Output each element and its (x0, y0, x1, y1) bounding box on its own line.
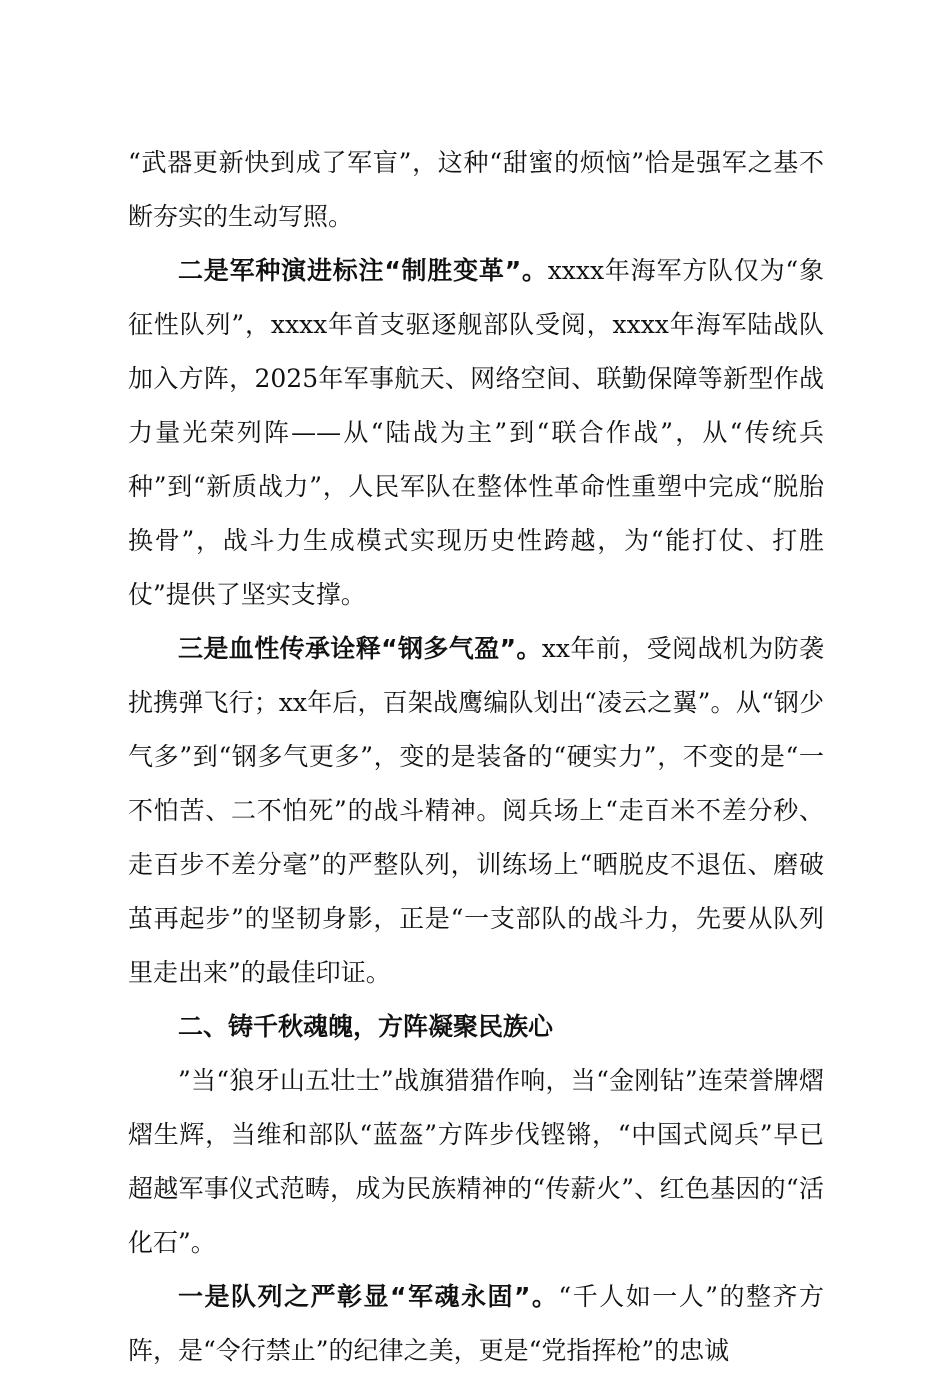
paragraph-body: xxxx年海军方队仅为“象征性队列”，xxxx年首支驱逐舰部队受阅，xxxx年海军陆战队加入方阵，2025年军事航天、网络空间、联勤保障等新型作战力量光荣列阵——从“陆战为主”到“联合作战”，从“传统兵种”到“新质战力”，人民军队在整体性革命性重塑中完成“脱胎换骨”，战斗力生成模式实现历史性跨越，为“能打仗、打胜仗”提供了坚实支撑。 (128, 256, 824, 609)
paragraph-lead: 三是血性传承诠释“钢多气盈”。 (178, 634, 542, 663)
section-heading: 二、铸千秋魂魄，方阵凝聚民族心 (178, 1012, 554, 1041)
paragraph-spirit-heritage (128, 622, 824, 1000)
paragraph-lead: 一是队列之严彰显“军魂永固”。 (178, 1282, 559, 1311)
paragraph-naval-evolution (128, 244, 824, 622)
paragraph-formation-discipline (128, 1270, 824, 1378)
paragraph-national-spirit: ”当“狼牙山五壮士”战旗猎猎作响，当“金刚钻”连荣誉牌熠熠生辉，当维和部队“蓝盔”方阵步伐铿锵，“中国式阅兵”早已超越军事仪式范畴，成为民族精神的“传薪火”、红色基因的“活化石”。 (128, 1066, 824, 1257)
paragraph-lead: 二是军种演进标注“制胜变革”。 (178, 256, 548, 285)
document-body (128, 136, 824, 1378)
paragraph-body: “千人如一人”的整齐方阵，是“令行禁止”的纪律之美，更是“党指挥枪”的忠诚 (128, 1282, 824, 1365)
paragraph-body: xx年前，受阅战机为防袭扰携弹飞行；xx年后，百架战鹰编队划出“凌云之翼”。从“钢少气多”到“钢多气更多”，变的是装备的“硬实力”，不变的是“一不怕苦、二不怕死”的战斗精神。阅兵场上“走百米不差分秒、走百步不差分毫”的严整队列，训练场上“晒脱皮不退伍、磨破茧再起步”的坚韧身影，正是“一支部队的战斗力，先要从队列里走出来”的最佳印证。 (128, 634, 824, 987)
paragraph-continuation: “武器更新快到成了军盲”，这种“甜蜜的烦恼”恰是强军之基不断夯实的生动写照。 (128, 148, 824, 231)
